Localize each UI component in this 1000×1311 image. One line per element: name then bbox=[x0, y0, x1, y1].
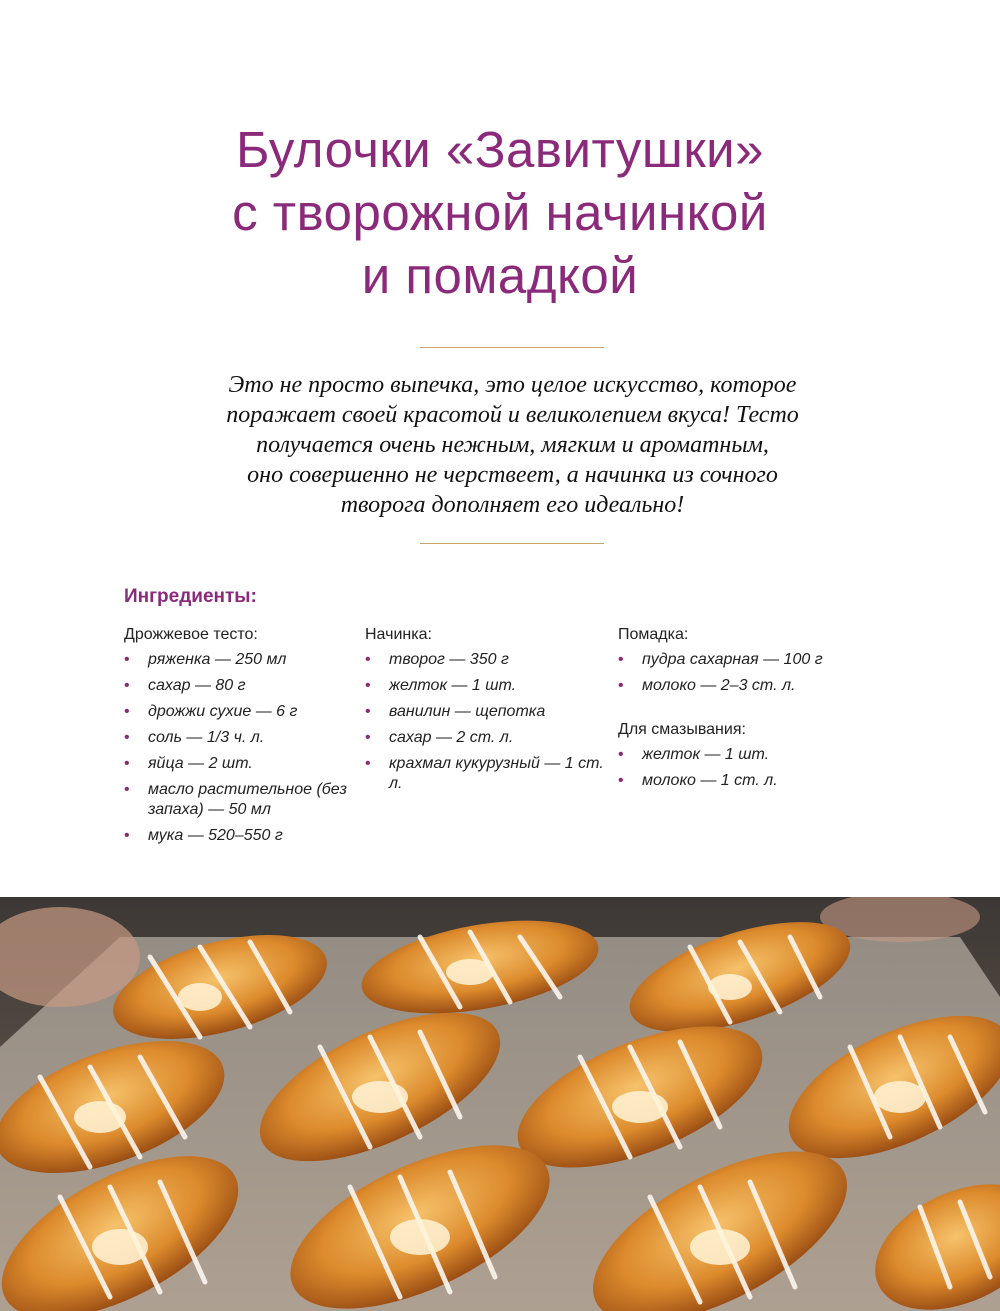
ingredient-text: соль — 1/3 ч. л. bbox=[148, 729, 265, 746]
buns-photo bbox=[0, 897, 1000, 1311]
ingredient-group bbox=[124, 625, 354, 846]
ingredient-list bbox=[365, 650, 605, 794]
bullet-icon: • bbox=[618, 772, 624, 789]
ingredient-item bbox=[124, 650, 354, 670]
ingredient-group bbox=[618, 720, 878, 791]
bullet-icon: • bbox=[124, 729, 130, 746]
ingredient-text: молоко — 2–3 ст. л. bbox=[642, 677, 796, 694]
ingredient-text: мука — 520–550 г bbox=[148, 827, 283, 844]
bullet-icon: • bbox=[365, 729, 371, 746]
group-title: Начинка: bbox=[365, 626, 432, 643]
title-line: и помадкой bbox=[361, 247, 639, 304]
ingredient-group bbox=[618, 625, 878, 696]
intro-line: Это не просто выпечка, это целое искусство, которое bbox=[228, 372, 797, 398]
ingredient-item bbox=[618, 745, 878, 765]
bullet-icon: • bbox=[365, 651, 371, 668]
bullet-icon: • bbox=[365, 677, 371, 694]
ingredient-item bbox=[124, 676, 354, 696]
bullet-icon: • bbox=[124, 677, 130, 694]
intro-line: творога дополняет его идеально! bbox=[340, 492, 685, 518]
ingredient-text: молоко — 1 ст. л. bbox=[642, 772, 778, 789]
ingredient-item bbox=[618, 650, 878, 670]
bullet-icon: • bbox=[124, 703, 130, 720]
ingredients-column-dough bbox=[124, 625, 354, 852]
ingredient-item bbox=[124, 728, 354, 748]
intro-text bbox=[140, 370, 885, 520]
bullet-icon: • bbox=[124, 651, 130, 668]
ingredient-item bbox=[124, 826, 354, 846]
ingredient-item bbox=[365, 754, 605, 794]
group-title: Дрожжевое тесто: bbox=[124, 626, 258, 643]
intro-line: поражает своей красотой и великолепием вкуса! Тесто bbox=[226, 402, 799, 428]
ingredient-item bbox=[618, 771, 878, 791]
ingredient-item bbox=[124, 754, 354, 774]
ingredient-item bbox=[124, 702, 354, 722]
ingredient-group bbox=[365, 625, 605, 794]
ingredient-list bbox=[618, 650, 878, 696]
ingredient-item bbox=[365, 728, 605, 748]
recipe-title bbox=[0, 118, 1000, 307]
buns-illustration bbox=[0, 897, 1000, 1311]
ingredient-text: желток — 1 шт. bbox=[642, 746, 770, 763]
title-line: Булочки «Завитушки» bbox=[236, 121, 764, 178]
bullet-icon: • bbox=[365, 755, 371, 772]
ingredient-text: сахар — 80 г bbox=[148, 677, 246, 694]
bullet-icon: • bbox=[124, 827, 130, 844]
ingredients-column-filling bbox=[365, 625, 605, 800]
divider-top bbox=[420, 347, 604, 348]
bullet-icon: • bbox=[124, 755, 130, 772]
ingredient-text: ряженка — 250 мл bbox=[148, 651, 287, 668]
ingredient-list bbox=[124, 650, 354, 846]
ingredient-text: сахар — 2 ст. л. bbox=[389, 729, 514, 746]
bullet-icon: • bbox=[618, 677, 624, 694]
ingredients-column-glaze bbox=[618, 625, 878, 797]
ingredients-heading: Ингредиенты: bbox=[124, 586, 257, 607]
ingredient-item bbox=[365, 702, 605, 722]
ingredient-text: желток — 1 шт. bbox=[389, 677, 517, 694]
intro-line: получается очень нежным, мягким и ароматным, bbox=[256, 432, 769, 458]
ingredient-text: творог — 350 г bbox=[389, 651, 509, 668]
bullet-icon: • bbox=[365, 703, 371, 720]
group-title: Для смазывания: bbox=[618, 721, 746, 738]
divider-bottom bbox=[420, 543, 604, 544]
title-line: с творожной начинкой bbox=[232, 184, 768, 241]
ingredient-text: пудра сахарная — 100 г bbox=[642, 651, 823, 668]
ingredient-item bbox=[365, 676, 605, 696]
ingredient-item bbox=[124, 780, 354, 820]
ingredient-text: дрожжи сухие — 6 г bbox=[148, 703, 298, 720]
ingredient-text: ванилин — щепотка bbox=[389, 703, 546, 720]
bullet-icon: • bbox=[618, 651, 624, 668]
ingredient-text: масло растительное (без запаха) — 50 мл bbox=[148, 781, 347, 818]
ingredient-text: крахмал кукурузный — 1 ст. л. bbox=[389, 755, 604, 792]
ingredient-item bbox=[365, 650, 605, 670]
bullet-icon: • bbox=[124, 781, 130, 798]
group-title: Помадка: bbox=[618, 626, 689, 643]
ingredient-item bbox=[618, 676, 878, 696]
intro-line: оно совершенно не черствеет, а начинка из сочного bbox=[247, 462, 778, 488]
ingredient-text: яйца — 2 шт. bbox=[148, 755, 253, 772]
bullet-icon: • bbox=[618, 746, 624, 763]
ingredient-list bbox=[618, 745, 878, 791]
